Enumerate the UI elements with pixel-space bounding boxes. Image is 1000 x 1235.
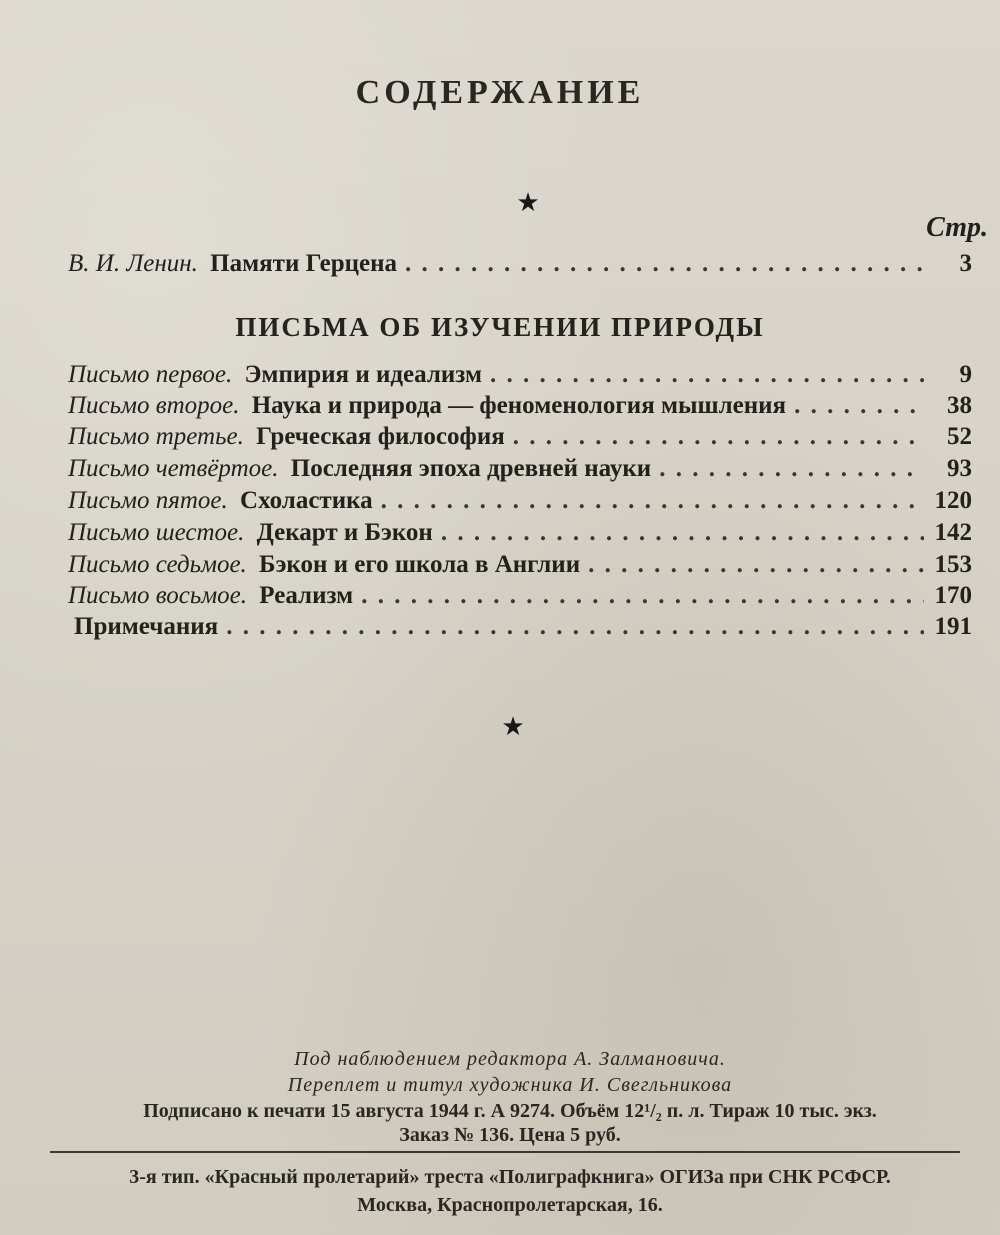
imprint-print-details: Подписано к печати 15 августа 1944 г. А 9274. Объём 12¹/₂ п. л. Тираж 10 тыс. экз. (143, 1100, 877, 1122)
toc-page-number: 153 (934, 551, 972, 578)
toc-page-number: 3 (959, 250, 972, 277)
imprint-address: Москва, Краснопролетарская, 16. (357, 1194, 663, 1216)
toc-page-number: 170 (934, 582, 972, 609)
toc-entry-title: Эмпирия и идеализм (244, 361, 483, 388)
toc-page-number: 9 (959, 361, 972, 388)
toc-entry-prefix: Письмо второе. (68, 392, 240, 419)
star-ornament-icon: ★ (516, 188, 540, 217)
toc-entry-prefix: Письмо пятое. (68, 487, 228, 514)
toc-entry-prefix: Письмо восьмое. (68, 582, 248, 609)
toc-leader-dots (226, 613, 924, 641)
toc-entry-prefix: Письмо третье. (68, 423, 244, 450)
toc-entry-title: Декарт и Бэкон (256, 519, 433, 546)
toc-page-number: 191 (934, 613, 972, 640)
toc-entry-prefix: Письмо четвёртое. (68, 455, 279, 482)
toc-leader-dots (490, 361, 924, 389)
toc-entry-prefix: Письмо первое. (68, 361, 233, 388)
toc-leader-dots (405, 250, 924, 278)
imprint-editor: Под наблюдением редактора А. Залмановича. (294, 1048, 726, 1070)
toc-entry-intro (68, 250, 972, 286)
toc-entry-author: В. И. Ленин. (68, 250, 198, 277)
toc-entry (68, 519, 972, 555)
toc-entry-title: Наука и природа — феноменология мышления (251, 392, 787, 419)
toc-entry (68, 423, 972, 459)
star-ornament-icon: ★ (501, 712, 525, 741)
toc-leader-dots (659, 455, 924, 483)
imprint-order-price: Заказ № 136. Цена 5 руб. (399, 1124, 621, 1146)
toc-entry-prefix: Письмо шестое. (68, 519, 245, 546)
imprint-artist: Переплет и титул художника И. Свегльникова (287, 1074, 733, 1096)
toc-page-number: 93 (947, 455, 972, 482)
page-column-header: Стр. (926, 212, 988, 243)
imprint-divider (50, 1151, 960, 1153)
toc-page-number: 52 (947, 423, 972, 450)
toc-entry-title: Реализм (259, 582, 354, 609)
toc-entry-title: Примечания (74, 613, 219, 640)
toc-entry-notes (68, 613, 972, 649)
imprint-printer: 3-я тип. «Красный пролетарий» треста «Полиграфкнига» ОГИЗа при СНК РСФСР. (129, 1166, 891, 1188)
toc-entry (68, 487, 972, 523)
toc-entry-label (68, 250, 397, 278)
section-heading: ПИСЬМА ОБ ИЗУЧЕНИИ ПРИРОДЫ (235, 312, 765, 342)
toc-leader-dots (588, 551, 924, 579)
toc-leader-dots (361, 582, 924, 610)
toc-entry-title: Памяти Герцена (210, 250, 398, 277)
toc-page-number: 38 (947, 392, 972, 419)
toc-leader-dots (381, 487, 924, 515)
toc-entry-title: Греческая философия (256, 423, 505, 450)
toc-leader-dots (513, 423, 924, 451)
toc-leader-dots (441, 519, 924, 547)
toc-entry (68, 455, 972, 491)
toc-entry-title: Бэкон и его школа в Англии (259, 551, 581, 578)
toc-page-number: 120 (934, 487, 972, 514)
page-title: СОДЕРЖАНИЕ (355, 74, 645, 111)
toc-entry-title: Последняя эпоха древней науки (290, 455, 652, 482)
toc-entry-title: Схоластика (240, 487, 373, 514)
toc-leader-dots (794, 392, 924, 420)
toc-page-number: 142 (934, 519, 972, 546)
toc-entry-prefix: Письмо седьмое. (68, 551, 247, 578)
